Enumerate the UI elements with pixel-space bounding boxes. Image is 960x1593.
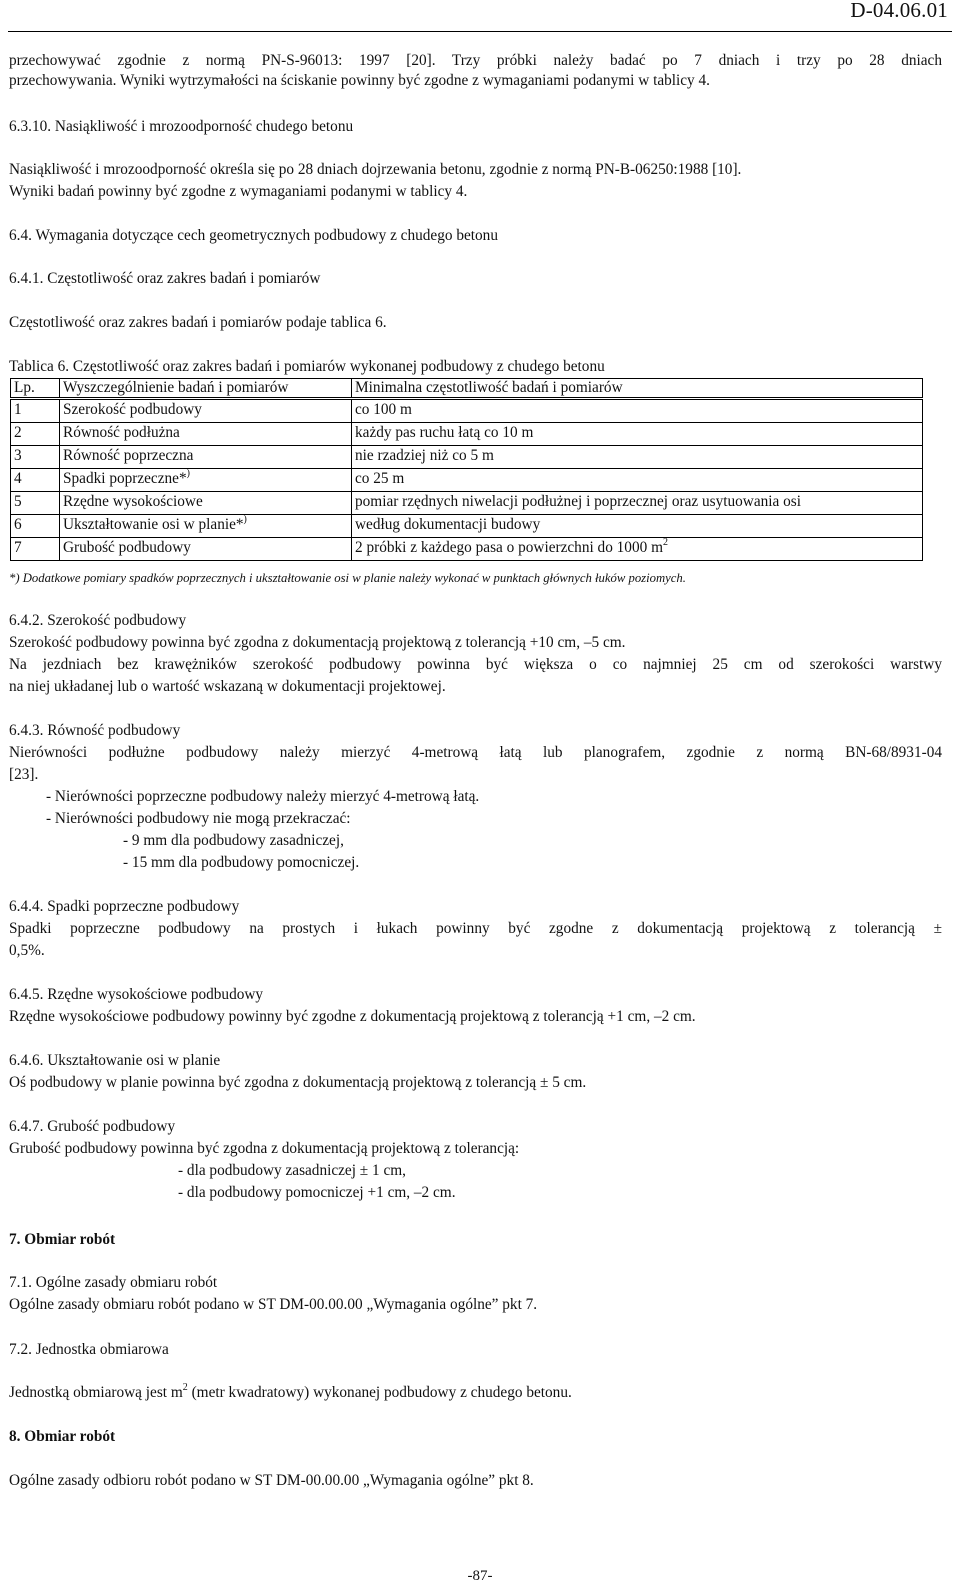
header-rule bbox=[8, 31, 952, 32]
table-row bbox=[11, 538, 923, 561]
table-header-name: Wyszczególnienie badań i pomiarów bbox=[60, 379, 352, 399]
section-6-4-4 bbox=[9, 896, 942, 962]
section-6-4-5-text: Rzędne wysokościowe podbudowy powinny być zgodne z dokumentacją projektową z tolerancją +1 cm, –2 cm. bbox=[9, 1008, 696, 1025]
section-6-4-3 bbox=[9, 720, 942, 786]
section-6-4-3-sub-2: - 15 mm dla podbudowy pomocniczej. bbox=[123, 854, 360, 871]
section-6-3-10-heading: 6.3.10. Nasiąkliwość i mrozoodporność chudego betonu bbox=[9, 118, 354, 135]
table-row bbox=[11, 515, 923, 538]
row-frequency: według dokumentacji budowy bbox=[352, 515, 923, 538]
table-6-footnote: *) Dodatkowe pomiary spadków poprzecznych i ukształtowanie osi w planie należy wykonać w punktach głównych łuków poziomych. bbox=[9, 571, 686, 585]
row-lp: 2 bbox=[11, 423, 60, 446]
section-7-2-text-b: (metr kwadratowy) wykonanej podbudowy z chudego betonu. bbox=[187, 1384, 572, 1401]
row-name-cell bbox=[60, 515, 352, 538]
row-frequency: co 100 m bbox=[352, 399, 923, 423]
row-name: Rzędne wysokościowe bbox=[60, 492, 352, 515]
section-7-1-text: Ogólne zasady obmiaru robót podano w ST DM-00.00.00 „Wymagania ogólne” pkt 7. bbox=[9, 1296, 538, 1313]
section-6-4-6-text: Oś podbudowy w planie powinna być zgodna z dokumentacją projektową z tolerancją ± 5 cm. bbox=[9, 1074, 587, 1091]
row-name-cell bbox=[60, 469, 352, 492]
section-6-4-1-heading: 6.4.1. Częstotliwość oraz zakres badań i pomiarów bbox=[9, 270, 321, 287]
intro-paragraph bbox=[9, 50, 942, 92]
section-6-4-1-text: Częstotliwość oraz zakres badań i pomiarów podaje tablica 6. bbox=[9, 314, 387, 331]
section-6-3-10-line-1: Nasiąkliwość i mrozoodporność określa się po 28 dniach dojrzewania betonu, zgodnie z normą PN-B-06250:1988 [10]. bbox=[9, 161, 742, 178]
row-name: Równość podłużna bbox=[60, 423, 352, 446]
row-name: Ukształtowanie osi w planie* bbox=[63, 516, 244, 533]
table-row bbox=[11, 469, 923, 492]
section-6-4-7-text: Grubość podbudowy powinna być zgodna z dokumentacją projektową z tolerancją: bbox=[9, 1140, 520, 1157]
row-lp: 1 bbox=[11, 399, 60, 423]
row-name: Spadki poprzeczne* bbox=[63, 470, 187, 487]
row-frequency: pomiar rzędnych niwelacji podłużnej i poprzecznej oraz usytuowania osi bbox=[352, 492, 923, 515]
section-6-3-10-body bbox=[9, 159, 942, 203]
row-frequency: każdy pas ruchu łatą co 10 m bbox=[352, 423, 923, 446]
row-frequency: co 25 m bbox=[352, 469, 923, 492]
table-header-lp: Lp. bbox=[11, 379, 60, 399]
superscript-2: 2 bbox=[662, 536, 668, 548]
intro-line-1: przechowywać zgodnie z normą PN-S-96013: 1997 [20]. Trzy próbki należy badać po 7 dniach i trzy po 28 dniach bbox=[9, 52, 942, 69]
section-8-text: Ogólne zasady odbioru robót podano w ST DM-00.00.00 „Wymagania ogólne” pkt 8. bbox=[9, 1472, 534, 1489]
row-lp: 5 bbox=[11, 492, 60, 515]
row-name: Równość poprzeczna bbox=[60, 446, 352, 469]
footnote-marker: ) bbox=[243, 513, 247, 525]
section-7-2-text bbox=[9, 1382, 942, 1404]
superscript-2: 2 bbox=[182, 1381, 188, 1393]
section-6-4-4-heading: 6.4.4. Spadki poprzeczne podbudowy bbox=[9, 898, 240, 915]
row-frequency: nie rzadziej niż co 5 m bbox=[352, 446, 923, 469]
section-8-heading: 8. Obmiar robót bbox=[9, 1428, 116, 1445]
table-row bbox=[11, 399, 923, 423]
section-6-4-7-sub-2: - dla podbudowy pomocniczej +1 cm, –2 cm. bbox=[178, 1184, 456, 1201]
section-7-2-heading: 7.2. Jednostka obmiarowa bbox=[9, 1341, 169, 1358]
section-6-4-3-line-1: Nierówności podłużne podbudowy należy mierzyć 4-metrową łatą lub planografem, zgodnie z normą BN-68/8931-04 bbox=[9, 744, 942, 761]
section-6-4-7-heading: 6.4.7. Grubość podbudowy bbox=[9, 1118, 176, 1135]
section-7-2-text-a: Jednostką obmiarową jest m bbox=[9, 1384, 183, 1401]
row-frequency: 2 próbki z każdego pasa o powierzchni do 1000 m bbox=[355, 539, 663, 556]
section-6-4-2-line-1: Szerokość podbudowy powinna być zgodna z dokumentacją projektową z tolerancją +10 cm, –5 cm. bbox=[9, 634, 626, 651]
section-6-4-2-line-2: Na jezdniach bez krawężników szerokość podbudowy powinna być większa o co najmniej 25 cm od szerokości warstwy bbox=[9, 656, 942, 673]
row-name: Grubość podbudowy bbox=[60, 538, 352, 561]
section-6-4-3-heading: 6.4.3. Równość podbudowy bbox=[9, 722, 181, 739]
section-6-4-3-dash-1: - Nierówności poprzeczne podbudowy należy mierzyć 4-metrową łatą. bbox=[46, 788, 480, 805]
section-6-4-2-heading: 6.4.2. Szerokość podbudowy bbox=[9, 612, 187, 629]
section-6-4-2-line-3: na niej układanej lub o wartość wskazaną w dokumentacji projektowej. bbox=[9, 678, 446, 695]
intro-line-2: przechowywania. Wyniki wytrzymałości na ściskanie powinny być zgodne z wymaganiami podanymi w tablicy 4. bbox=[9, 72, 710, 89]
section-7-1 bbox=[9, 1272, 942, 1316]
row-lp: 4 bbox=[11, 469, 60, 492]
table-6 bbox=[10, 378, 923, 561]
section-6-3-10-line-2: Wyniki badań powinny być zgodne z wymaganiami podanymi w tablicy 4. bbox=[9, 183, 468, 200]
table-row bbox=[11, 492, 923, 515]
table-row bbox=[11, 446, 923, 469]
table-header-row bbox=[11, 379, 923, 399]
section-6-4-4-line-1: Spadki poprzeczne podbudowy na prostych i łukach powinny być zgodne z dokumentacją projektową z tolerancją ± bbox=[9, 920, 942, 937]
footnote-marker: ) bbox=[186, 467, 190, 479]
section-6-4-5 bbox=[9, 984, 942, 1028]
table-6-caption: Tablica 6. Częstotliwość oraz zakres badań i pomiarów wykonanej podbudowy z chudego betonu bbox=[9, 358, 605, 375]
section-6-4-3-sub-1: - 9 mm dla podbudowy zasadniczej, bbox=[123, 832, 344, 849]
row-lp: 3 bbox=[11, 446, 60, 469]
section-6-4-7 bbox=[9, 1116, 942, 1160]
row-name: Szerokość podbudowy bbox=[60, 399, 352, 423]
section-6-4-5-heading: 6.4.5. Rzędne wysokościowe podbudowy bbox=[9, 986, 264, 1003]
row-lp: 6 bbox=[11, 515, 60, 538]
section-6-4-2 bbox=[9, 610, 942, 698]
section-6-4-heading: 6.4. Wymagania dotyczące cech geometrycznych podbudowy z chudego betonu bbox=[9, 227, 498, 244]
section-6-4-6-heading: 6.4.6. Ukształtowanie osi w planie bbox=[9, 1052, 221, 1069]
row-lp: 7 bbox=[11, 538, 60, 561]
section-7-1-heading: 7.1. Ogólne zasady obmiaru robót bbox=[9, 1274, 218, 1291]
table-row bbox=[11, 423, 923, 446]
document-code: D-04.06.01 bbox=[850, 0, 948, 22]
section-6-4-3-dash-2: - Nierówności podbudowy nie mogą przekraczać: bbox=[46, 810, 351, 827]
table-header-frequency: Minimalna częstotliwość badań i pomiarów bbox=[352, 379, 923, 399]
section-6-4-7-sub-1: - dla podbudowy zasadniczej ± 1 cm, bbox=[178, 1162, 407, 1179]
page-number: -87- bbox=[467, 1568, 493, 1584]
section-6-4-3-line-2: [23]. bbox=[9, 766, 39, 783]
section-6-4-4-line-2: 0,5%. bbox=[9, 942, 45, 959]
row-frequency-cell bbox=[352, 538, 923, 561]
section-7-heading: 7. Obmiar robót bbox=[9, 1231, 116, 1248]
section-6-4-6 bbox=[9, 1050, 942, 1094]
